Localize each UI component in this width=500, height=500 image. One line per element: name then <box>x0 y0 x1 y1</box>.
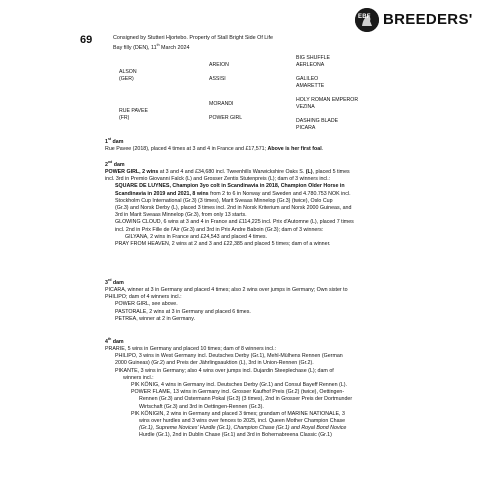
square-de-luynes-line-1: SQUARE DE LUYNES, Champion 3yo colt in Scandinavia in 2018, Champion Older Horse in <box>115 183 345 190</box>
second-dam-line-1: POWER GIRL, 2 wins at 3 and 4 and £34,680 incl. Tweenhills Warwickshire Oaks S. (L), placed 5 times <box>105 168 350 175</box>
second-dam-heading: 2nd dam <box>105 160 125 168</box>
gilyana-line: GILYANA, 2 wins in France and £24,543 and placed 4 times. <box>125 233 268 240</box>
pedigree-dam: RUE PAVEE <box>119 108 148 114</box>
third-dam-line-1: PICARA, winner at 3 in Germany and placed 4 times; also 2 wins over jumps in Germany; Own sister to <box>105 286 348 293</box>
pedigree-sss: BIG SHUFFLE <box>296 55 331 61</box>
consignor-block <box>113 35 273 52</box>
ebf-badge-icon <box>355 8 379 32</box>
consignor-line: Consigned by Stutteri Hjortebo. Property of Stall Bright Side Of Life <box>113 35 274 41</box>
third-dam-section <box>105 277 348 323</box>
philipo-line-2: 2000 Guineas) (Gr.2) and Preis der Jährlingsauktion (L), 3rd in Union-Rennen (Gr.2). <box>115 360 314 367</box>
first-dam-text <box>105 146 323 153</box>
philipo-line-1: PHILIPO, 3 wins in West Germany incl. Deutsches Derby (Gr.1), Mehl-Mülhens Rennen (German <box>115 353 343 360</box>
third-dam-line-2: PHILIPO; dam of 4 winners incl.: <box>105 294 182 301</box>
second-dam-line-2: incl. 3rd in Premio Giovanni Falck (L) and Grosser Zentis Stutenpreis (L); dam of 3 winners incl.: <box>105 176 331 183</box>
second-dam-section <box>105 159 354 248</box>
fourth-dam-heading: 4th dam <box>105 337 124 345</box>
pedigree-dss: HOLY ROMAN EMPEROR <box>296 97 359 103</box>
pedigree-sds: GALILEO <box>296 76 319 82</box>
pik-konigin-line-4: Hurdle (Gr.1), 2nd in Dublin Chase (Gr.1) and 3rd in Bohernabreena Classic (Gr.1) <box>139 432 332 439</box>
pedigree-dam-sire: MORANDI <box>209 101 234 107</box>
lot-number: 69 <box>80 34 93 46</box>
pedigree-sdd: AMARETTE <box>296 83 325 89</box>
pedigree-ssd: AERLEONA <box>296 62 325 68</box>
pik-konigin-line-1: PIK KÖNIGIN, 2 wins in Germany and placed 3 times; grandam of MARINE NATIONALE, 3 <box>131 410 345 417</box>
pik-konigin-line-3: (Gr.1), Supreme Novices' Hurdle (Gr.1), Champion Chase (Gr.1) and Royal Bond Novice <box>139 425 347 432</box>
pik-konig-line: PIK KÖNIG, 4 wins in Germany incl. Deutsches Derby (Gr.1) and Consul Bayeff Rennen (L). <box>131 381 347 388</box>
square-de-luynes-line-3: Stockholm Cup International (Gr.3) (3 times), Marit Sveaas Minnelop (Gr.3) (twice), Oslo Cup <box>115 197 333 204</box>
pedigree-sire-sire: AREION <box>209 62 229 68</box>
pastorale-line: PASTORALE, 2 wins at 3 in Germany and placed 6 times. <box>115 308 251 315</box>
pedigree-sire-dam: ASSISI <box>209 76 226 82</box>
first-dam-record: Rue Pavee (2018), placed 4 times at 3 and 4 in France and £17,571; <box>105 145 268 152</box>
first-dam-end: . <box>321 145 324 152</box>
fourth-dam-line-1: PRARIE, 5 wins in Germany and placed 10 times; dam of 8 winners incl.: <box>105 345 277 352</box>
square-de-luynes-line-5: 3rd in Marit Sveaas Minnelop (Gr.3), from only 13 starts. <box>115 212 247 219</box>
pik-konigin-line-2: wins over hurdles and 3 wins over fences to 2025, incl. Queen Mother Champion Chase <box>139 418 346 424</box>
first-dam-heading: 1st dam <box>105 137 124 145</box>
pikante-line-1: PIKANTE, 3 wins in Germany; also 4 wins over jumps incl. Dujardin Steeplechase (L); dam of <box>115 367 334 374</box>
glowing-cloud-line-1: GLOWING CLOUD, 6 wins at 3 and 4 in France and £114,225 incl. Prix d'Automne (L), placed 7 times <box>115 219 354 226</box>
square-de-luynes-line-2: Scandinavia in 2019 and 2021, 8 wins from 2 to 6 in Norway and Sweden and 4.780.753 NOK incl. <box>115 190 351 197</box>
glowing-cloud-line-2: incl. 2nd in Prix Fille de l'Air (Gr.3) and 3rd in Prix Andre Baboin (Gr.3); dam of 3 winners: <box>115 226 324 233</box>
pedigree-dam-dam: POWER GIRL <box>209 115 243 121</box>
fourth-dam-section <box>105 336 352 440</box>
pikante-line-2: winners incl.: <box>123 374 154 381</box>
first-dam-note: Above is her first foal <box>267 145 322 152</box>
pedigree-dam-country: (FR) <box>119 115 130 121</box>
pedigree-sire-country: (GER) <box>119 76 134 82</box>
pedigree-dsd: VEZINA <box>296 104 315 110</box>
power-girl-line: POWER GIRL, see above. <box>115 301 178 308</box>
pedigree-sire: ALSON <box>119 69 137 75</box>
horse-description: Bay filly (DEN), 11th March 2024 <box>113 43 190 51</box>
power-flame-line-2: Rennen (Gr.3) and Ostermann Pokal (Gr.3) (3 times), 2nd in Grosser Preis der Dortmunder <box>139 396 353 403</box>
pedigree-dds: DASHING BLADE <box>296 118 339 124</box>
ebf-breeders-logo <box>355 8 475 32</box>
petrea-line: PETREA, winner at 2 in Germany. <box>115 315 195 322</box>
pray-from-heaven-line: PRAY FROM HEAVEN, 2 wins at 2 and 3 and £22,385 and placed 5 times; dam of a winner. <box>115 241 331 247</box>
square-de-luynes-line-4: (Gr.3) and Norsk Derby (L), placed 3 times incl. 2nd in Norsk Kriterium and Norsk 2000 Guineas, and <box>115 204 352 211</box>
power-flame-line-1: POWER FLAME, 13 wins in Germany incl. Grosser Kaufhof Preis (Gr.2) (twice), Oettingen- <box>131 389 345 396</box>
first-dam-section <box>105 136 323 153</box>
ebf-badge-text: EBF <box>358 14 371 20</box>
pedigree-ddd: PICARA <box>296 125 316 131</box>
third-dam-heading: 3rd dam <box>105 278 124 286</box>
logo-text: BREEDERS' <box>383 11 473 28</box>
power-flame-line-3: Wirtschaft (Gr.3) and 3rd in Oettingen-Rennen (Gr.3). <box>139 403 264 410</box>
